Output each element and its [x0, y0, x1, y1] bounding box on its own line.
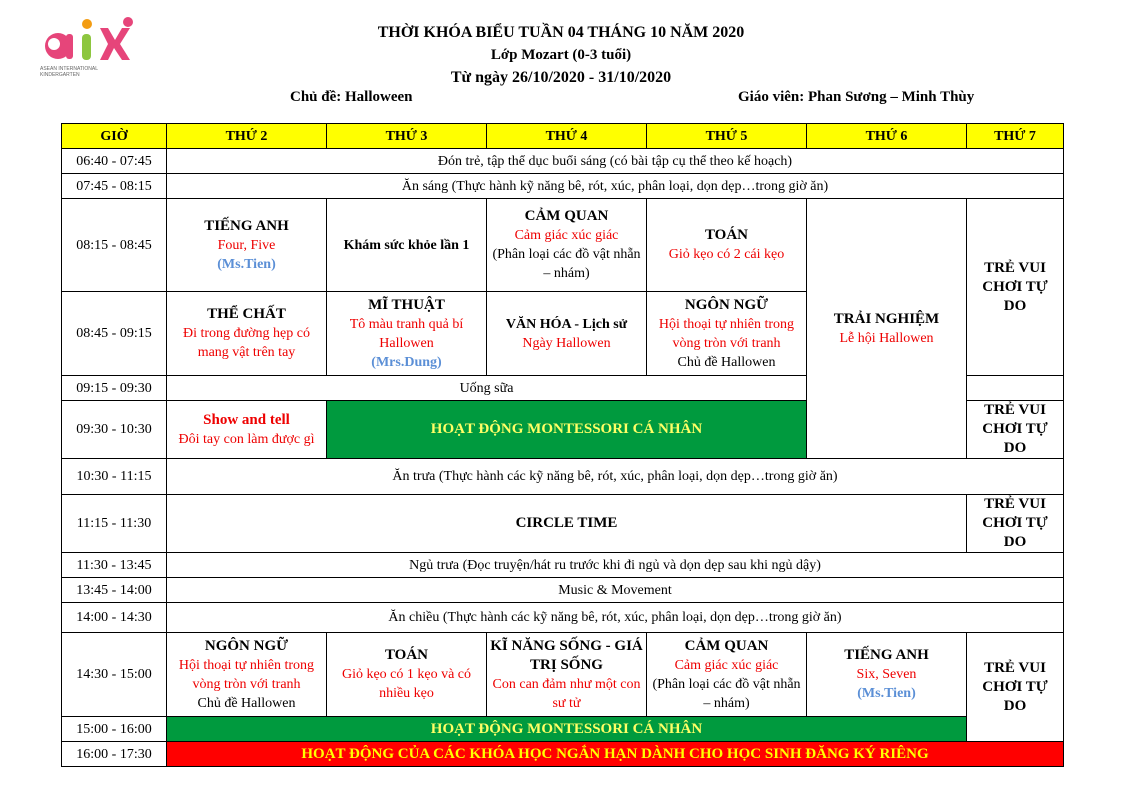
lesson-desc: Six, Seven	[856, 667, 917, 682]
lesson-title: Show and tell	[203, 411, 290, 428]
time-cell: 09:30 - 10:30	[62, 401, 167, 459]
lesson-cell	[327, 292, 487, 376]
time-cell: 14:30 - 15:00	[62, 633, 167, 717]
lesson-cell	[647, 199, 807, 292]
lesson-title: MĨ THUẬT	[368, 296, 445, 313]
lesson-desc: Tô màu tranh quả bí Hallowen	[349, 316, 464, 351]
montessori-cell: HOẠT ĐỘNG MONTESSORI CÁ NHÂN	[167, 717, 967, 742]
lesson-cell	[327, 199, 487, 292]
lesson-title: TOÁN	[384, 647, 429, 663]
lesson-title: Khám sức khỏe lần 1	[343, 237, 470, 253]
col-mon: THỨ 2	[167, 124, 327, 149]
table-row	[62, 603, 1064, 633]
lesson-desc: Four, Five	[217, 237, 276, 253]
lesson-title: TIẾNG ANH	[204, 217, 289, 234]
lesson-desc: Giỏ kẹo có 1 kẹo và có nhiều kẹo	[341, 667, 472, 701]
schedule-table	[61, 123, 1064, 767]
activity-cell: Music & Movement	[167, 578, 1064, 603]
activity-cell: Ăn chiều (Thực hành các kỹ năng bê, rót, xúc, phân loại, dọn dẹp…trong giờ ăn)	[167, 603, 1064, 633]
lesson-note: Chủ đề Hallowen	[677, 354, 776, 370]
lesson-title: TRẢI NGHIỆM	[833, 310, 940, 327]
table-row	[62, 149, 1064, 174]
lesson-desc: Đôi tay con làm được gì	[178, 431, 315, 447]
time-cell: 11:30 - 13:45	[62, 553, 167, 578]
lesson-title: CẢM QUAN	[524, 208, 609, 224]
lesson-teacher: (Ms.Tien)	[217, 256, 276, 272]
activity-cell: Ngủ trưa (Đọc truyện/hát ru trước khi đi ngủ và dọn dẹp sau khi ngủ dậy)	[167, 553, 1064, 578]
time-cell: 14:00 - 14:30	[62, 603, 167, 633]
class-name: Lớp Mozart (0-3 tuổi)	[490, 47, 632, 63]
lesson-cell	[487, 633, 647, 717]
table-row	[62, 495, 1064, 553]
lesson-cell	[807, 199, 967, 459]
time-cell: 13:45 - 14:00	[62, 578, 167, 603]
time-cell: 07:45 - 08:15	[62, 174, 167, 199]
table-row	[62, 633, 1064, 717]
topic-label: Chủ đề: Halloween	[290, 89, 413, 105]
col-wed: THỨ 4	[487, 124, 647, 149]
free-play-cell: TRẺ VUI CHƠI TỰ DO	[967, 495, 1064, 553]
lesson-title: THỂ CHẤT	[207, 306, 286, 322]
lesson-cell	[807, 633, 967, 717]
table-row	[62, 578, 1064, 603]
lesson-desc: Đi trong đường hẹp có mang vật trên tay	[183, 326, 310, 360]
table-row	[62, 717, 1064, 742]
free-play-cell: TRẺ VUI CHƠI TỰ DO	[967, 401, 1064, 459]
col-tue: THỨ 3	[327, 124, 487, 149]
circle-time-cell: CIRCLE TIME	[167, 495, 967, 553]
time-cell: 15:00 - 16:00	[62, 717, 167, 742]
teacher-label: Giáo viên: Phan Sương – Minh Thùy	[738, 89, 975, 105]
lesson-desc: Ngày Hallowen	[522, 335, 611, 351]
lesson-title: CẢM QUAN	[684, 637, 769, 654]
lesson-cell	[167, 633, 327, 717]
lesson-cell	[167, 292, 327, 376]
lesson-title: VĂN HÓA - Lịch sử	[505, 316, 628, 332]
short-course-cell: HOẠT ĐỘNG CỦA CÁC KHÓA HỌC NGẮN HẠN DÀNH CHO HỌC SINH ĐĂNG KÝ RIÊNG	[167, 742, 1064, 767]
lesson-note: (Phân loại các đồ vật nhẵn – nhám)	[492, 247, 641, 281]
table-row	[62, 199, 1064, 292]
col-time: GIỜ	[62, 124, 167, 149]
time-cell: 11:15 - 11:30	[62, 495, 167, 553]
lesson-cell	[487, 292, 647, 376]
activity-cell: Ăn trưa (Thực hành các kỹ năng bê, rót, xúc, phân loại, dọn dẹp…trong giờ ăn)	[167, 459, 1064, 495]
header-row	[62, 124, 1064, 149]
table-row	[62, 742, 1064, 767]
lesson-desc: Cảm giác xúc giác	[514, 228, 619, 243]
col-thu: THỨ 5	[647, 124, 807, 149]
lesson-title: TOÁN	[704, 227, 749, 243]
lesson-title: KĨ NĂNG SỐNG - GIÁ TRỊ SỐNG	[490, 637, 643, 673]
free-play-cell: TRẺ VUI CHƠI TỰ DO	[967, 199, 1064, 376]
lesson-teacher: (Mrs.Dung)	[371, 354, 442, 370]
time-cell: 08:15 - 08:45	[62, 199, 167, 292]
logo-subtitle: ASEAN INTERNATIONAL KINDERGARTEN	[40, 66, 98, 78]
lesson-desc: Giỏ kẹo có 2 cái kẹo	[668, 247, 785, 262]
time-cell: 06:40 - 07:45	[62, 149, 167, 174]
col-fri: THỨ 6	[807, 124, 967, 149]
time-cell: 16:00 - 17:30	[62, 742, 167, 767]
time-cell: 08:45 - 09:15	[62, 292, 167, 376]
free-play-cell: TRẺ VUI CHƠI TỰ DO	[967, 633, 1064, 742]
empty-cell	[967, 376, 1064, 401]
lesson-desc: Cảm giác xúc giác	[674, 657, 779, 673]
lesson-desc: Hội thoại tự nhiên trong vòng tròn với tranh	[178, 657, 315, 692]
montessori-cell: HOẠT ĐỘNG MONTESSORI CÁ NHÂN	[327, 401, 807, 459]
lesson-cell	[647, 292, 807, 376]
lesson-desc: Con can đảm như một con sư tử	[492, 676, 641, 711]
table-row	[62, 174, 1064, 199]
lesson-teacher: (Ms.Tien)	[857, 686, 916, 701]
lesson-desc: Lễ hội Hallowen	[839, 330, 934, 346]
time-cell: 10:30 - 11:15	[62, 459, 167, 495]
lesson-cell	[647, 633, 807, 717]
lesson-title: NGÔN NGỮ	[684, 296, 769, 313]
lesson-note: (Phân loại các đồ vật nhẵn – nhám)	[652, 676, 801, 711]
lesson-cell	[487, 199, 647, 292]
activity-cell: Ăn sáng (Thực hành kỹ năng bê, rót, xúc, phân loại, dọn dẹp…trong giờ ăn)	[167, 174, 1064, 199]
lesson-cell	[327, 633, 487, 717]
activity-cell: Đón trẻ, tập thể dục buổi sáng (có bài tập cụ thể theo kế hoạch)	[167, 149, 1064, 174]
activity-cell: Uống sữa	[167, 376, 807, 401]
time-cell: 09:15 - 09:30	[62, 376, 167, 401]
date-range: Từ ngày 26/10/2020 - 31/10/2020	[450, 69, 672, 86]
page-title: THỜI KHÓA BIỂU TUẦN 04 THÁNG 10 NĂM 2020	[377, 24, 745, 41]
lesson-desc: Hội thoại tự nhiên trong vòng tròn với tranh	[658, 316, 795, 351]
lesson-title: NGÔN NGỮ	[204, 637, 289, 654]
col-sat: THỨ 7	[967, 124, 1064, 149]
lesson-title: TIẾNG ANH	[844, 647, 929, 663]
lesson-cell	[167, 401, 327, 459]
table-row	[62, 459, 1064, 495]
lesson-cell	[167, 199, 327, 292]
table-row	[62, 553, 1064, 578]
lesson-note: Chủ đề Hallowen	[197, 695, 296, 711]
